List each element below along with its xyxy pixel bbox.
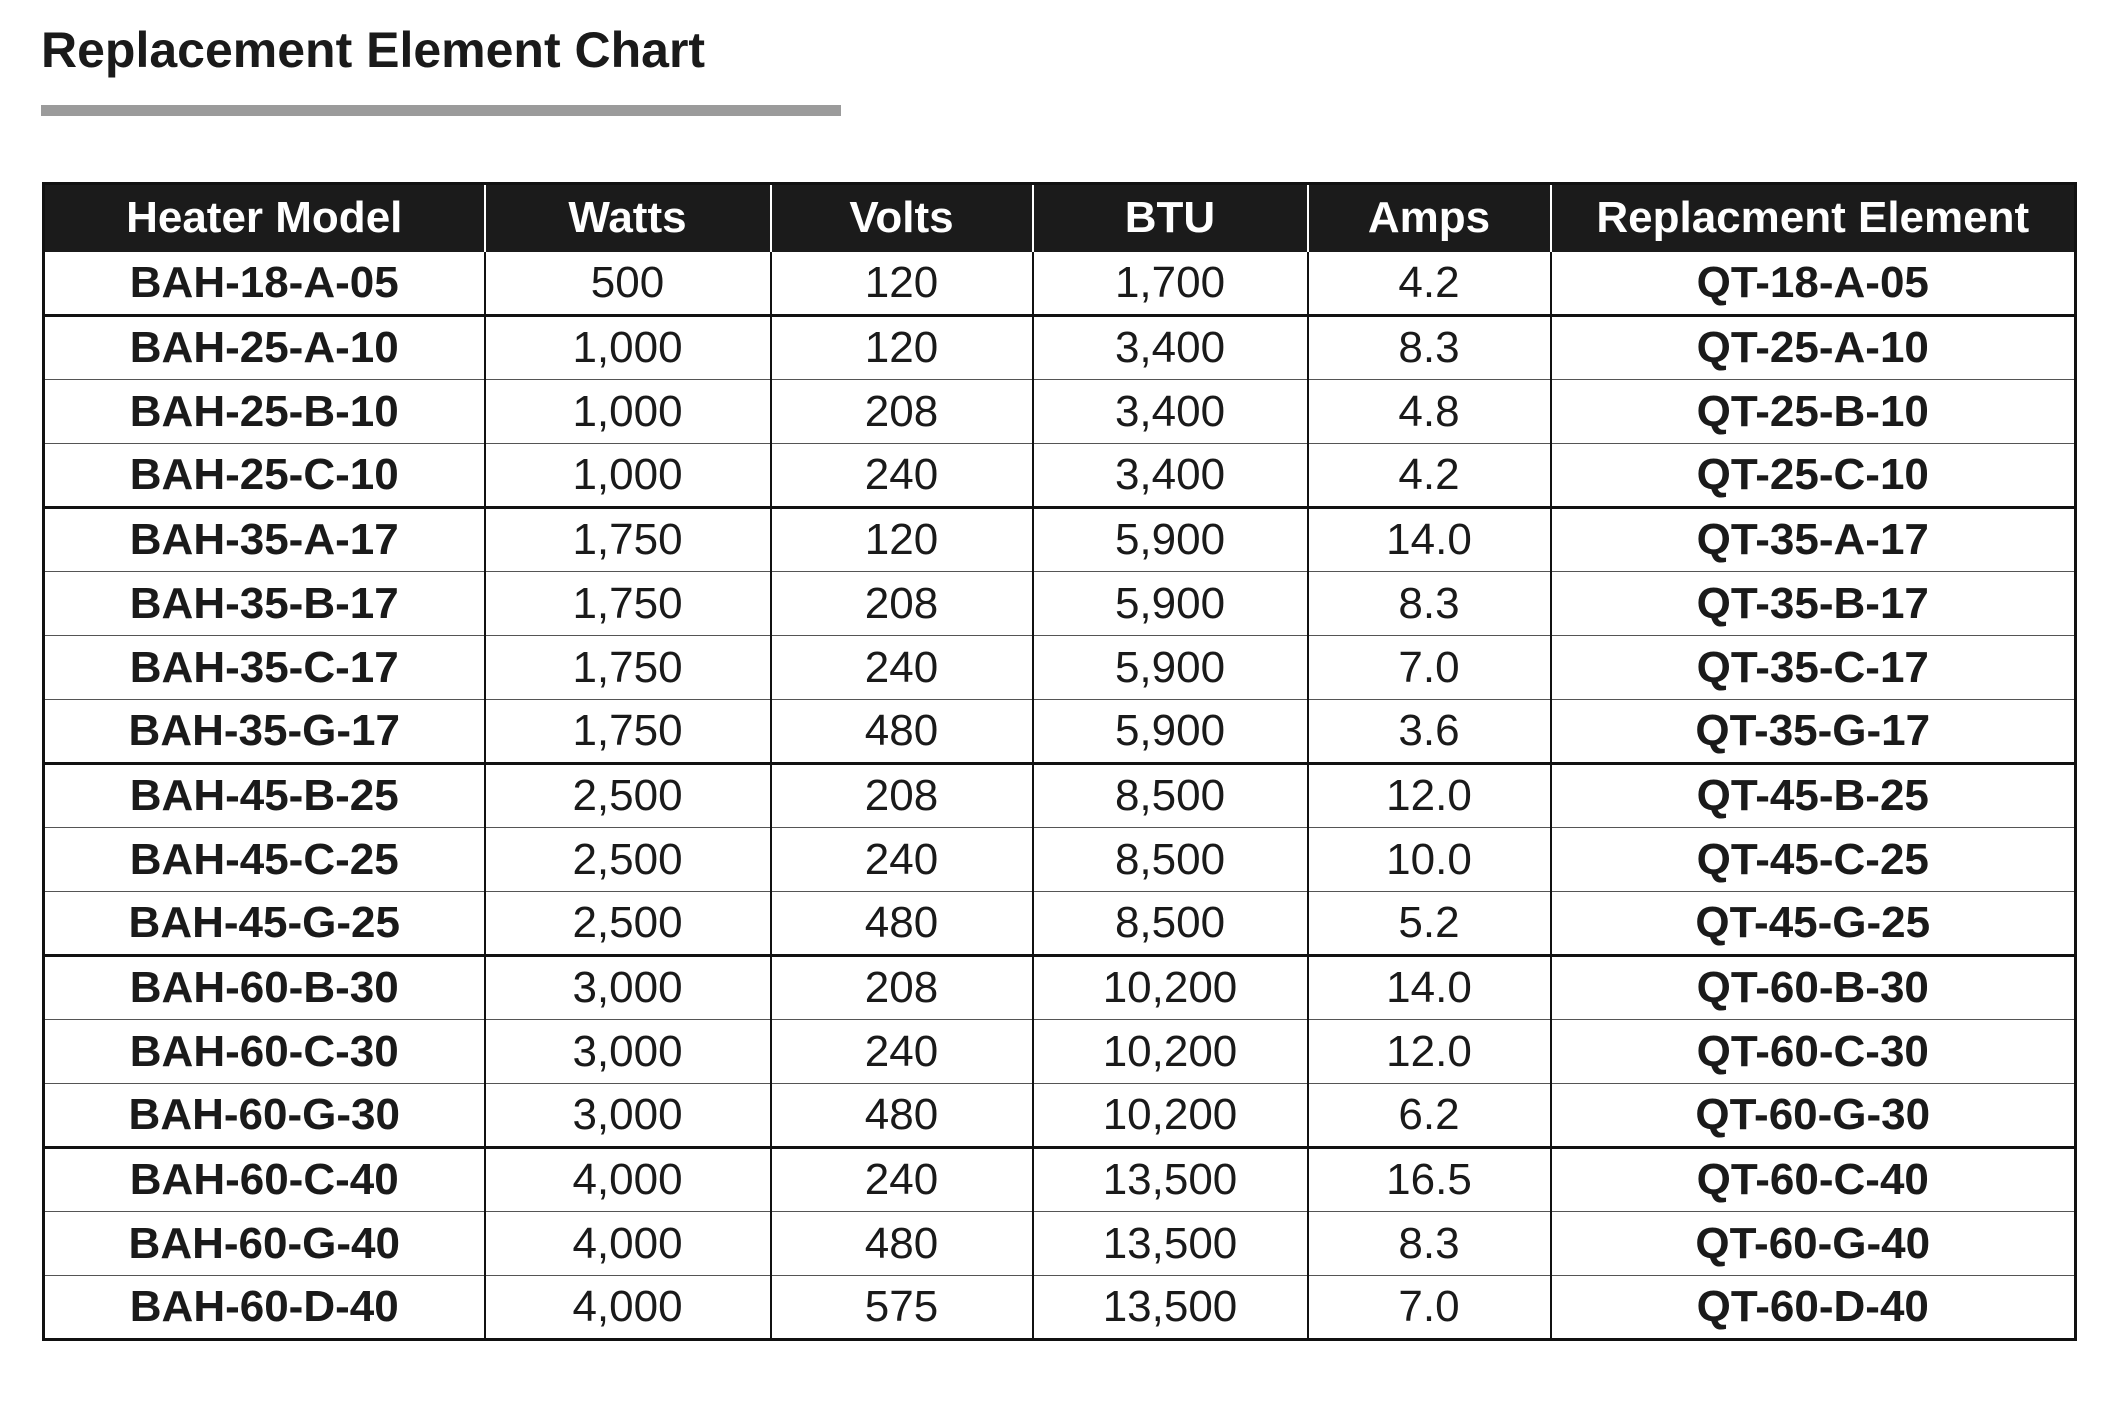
cell-volts: 480 bbox=[771, 700, 1033, 764]
cell-replacement-element: QT-35-C-17 bbox=[1551, 636, 2076, 700]
cell-amps: 14.0 bbox=[1308, 956, 1551, 1020]
cell-replacement-element: QT-45-G-25 bbox=[1551, 892, 2076, 956]
cell-btu: 3,400 bbox=[1033, 380, 1308, 444]
cell-watts: 4,000 bbox=[485, 1276, 771, 1340]
header-btu: BTU bbox=[1033, 184, 1308, 252]
cell-amps: 14.0 bbox=[1308, 508, 1551, 572]
cell-amps: 4.2 bbox=[1308, 252, 1551, 316]
cell-replacement-element: QT-45-B-25 bbox=[1551, 764, 2076, 828]
cell-volts: 208 bbox=[771, 380, 1033, 444]
cell-heater-model: BAH-60-G-40 bbox=[44, 1212, 485, 1276]
cell-replacement-element: QT-35-A-17 bbox=[1551, 508, 2076, 572]
cell-amps: 3.6 bbox=[1308, 700, 1551, 764]
replacement-element-table bbox=[42, 182, 2077, 1341]
table-row bbox=[44, 700, 2076, 764]
cell-watts: 4,000 bbox=[485, 1148, 771, 1212]
cell-heater-model: BAH-60-C-40 bbox=[44, 1148, 485, 1212]
cell-btu: 10,200 bbox=[1033, 1084, 1308, 1148]
cell-btu: 8,500 bbox=[1033, 828, 1308, 892]
cell-volts: 480 bbox=[771, 892, 1033, 956]
title-underline bbox=[41, 105, 841, 116]
cell-heater-model: BAH-45-G-25 bbox=[44, 892, 485, 956]
cell-amps: 10.0 bbox=[1308, 828, 1551, 892]
cell-amps: 8.3 bbox=[1308, 572, 1551, 636]
table-row bbox=[44, 1276, 2076, 1340]
header-replacement-element: Replacment Element bbox=[1551, 184, 2076, 252]
header-heater-model: Heater Model bbox=[126, 193, 403, 243]
header-watts: Watts bbox=[485, 184, 771, 252]
cell-btu: 8,500 bbox=[1033, 764, 1308, 828]
table-row bbox=[44, 252, 2076, 316]
cell-replacement-element: QT-18-A-05 bbox=[1551, 252, 2076, 316]
table-row bbox=[44, 316, 2076, 380]
cell-btu: 13,500 bbox=[1033, 1276, 1308, 1340]
cell-heater-model: BAH-25-C-10 bbox=[44, 444, 485, 508]
cell-btu: 5,900 bbox=[1033, 572, 1308, 636]
cell-replacement-element: QT-25-C-10 bbox=[1551, 444, 2076, 508]
cell-volts: 575 bbox=[771, 1276, 1033, 1340]
cell-replacement-element: QT-60-C-30 bbox=[1551, 1020, 2076, 1084]
cell-replacement-element: QT-25-B-10 bbox=[1551, 380, 2076, 444]
cell-watts: 1,750 bbox=[485, 700, 771, 764]
cell-volts: 208 bbox=[771, 764, 1033, 828]
cell-replacement-element: QT-60-B-30 bbox=[1551, 956, 2076, 1020]
cell-amps: 12.0 bbox=[1308, 764, 1551, 828]
table-row bbox=[44, 1020, 2076, 1084]
cell-volts: 480 bbox=[771, 1084, 1033, 1148]
table-row bbox=[44, 444, 2076, 508]
cell-heater-model: BAH-35-G-17 bbox=[44, 700, 485, 764]
cell-watts: 4,000 bbox=[485, 1212, 771, 1276]
table-row bbox=[44, 764, 2076, 828]
table-row bbox=[44, 572, 2076, 636]
cell-volts: 240 bbox=[771, 1020, 1033, 1084]
cell-amps: 16.5 bbox=[1308, 1148, 1551, 1212]
cell-watts: 1,750 bbox=[485, 636, 771, 700]
cell-watts: 500 bbox=[485, 252, 771, 316]
cell-amps: 7.0 bbox=[1308, 1276, 1551, 1340]
cell-volts: 240 bbox=[771, 636, 1033, 700]
cell-amps: 8.3 bbox=[1308, 316, 1551, 380]
cell-btu: 3,400 bbox=[1033, 444, 1308, 508]
page-title: Replacement Element Chart bbox=[41, 22, 706, 78]
cell-heater-model: BAH-35-C-17 bbox=[44, 636, 485, 700]
cell-watts: 2,500 bbox=[485, 764, 771, 828]
cell-heater-model: BAH-60-G-30 bbox=[44, 1084, 485, 1148]
cell-heater-model: BAH-45-C-25 bbox=[44, 828, 485, 892]
cell-heater-model: BAH-25-B-10 bbox=[44, 380, 485, 444]
table-row bbox=[44, 1212, 2076, 1276]
cell-watts: 1,000 bbox=[485, 316, 771, 380]
cell-volts: 208 bbox=[771, 956, 1033, 1020]
cell-replacement-element: QT-60-G-30 bbox=[1551, 1084, 2076, 1148]
cell-amps: 8.3 bbox=[1308, 1212, 1551, 1276]
cell-amps: 4.2 bbox=[1308, 444, 1551, 508]
cell-heater-model: BAH-45-B-25 bbox=[44, 764, 485, 828]
table-row bbox=[44, 1148, 2076, 1212]
cell-watts: 2,500 bbox=[485, 892, 771, 956]
cell-heater-model: BAH-35-B-17 bbox=[44, 572, 485, 636]
cell-heater-model: BAH-60-C-30 bbox=[44, 1020, 485, 1084]
cell-btu: 10,200 bbox=[1033, 956, 1308, 1020]
cell-volts: 480 bbox=[771, 1212, 1033, 1276]
cell-amps: 7.0 bbox=[1308, 636, 1551, 700]
cell-heater-model: BAH-60-B-30 bbox=[44, 956, 485, 1020]
cell-replacement-element: QT-25-A-10 bbox=[1551, 316, 2076, 380]
cell-watts: 3,000 bbox=[485, 956, 771, 1020]
cell-btu: 1,700 bbox=[1033, 252, 1308, 316]
cell-volts: 120 bbox=[771, 508, 1033, 572]
table-row bbox=[44, 956, 2076, 1020]
table-row bbox=[44, 1084, 2076, 1148]
cell-btu: 5,900 bbox=[1033, 508, 1308, 572]
cell-watts: 1,000 bbox=[485, 444, 771, 508]
cell-watts: 1,750 bbox=[485, 508, 771, 572]
cell-heater-model: BAH-60-D-40 bbox=[44, 1276, 485, 1340]
cell-volts: 120 bbox=[771, 252, 1033, 316]
table-header bbox=[44, 184, 2076, 252]
table-row bbox=[44, 828, 2076, 892]
table-row bbox=[44, 380, 2076, 444]
cell-watts: 3,000 bbox=[485, 1084, 771, 1148]
header-amps: Amps bbox=[1308, 184, 1551, 252]
cell-volts: 208 bbox=[771, 572, 1033, 636]
cell-btu: 10,200 bbox=[1033, 1020, 1308, 1084]
cell-replacement-element: QT-35-G-17 bbox=[1551, 700, 2076, 764]
cell-heater-model: BAH-35-A-17 bbox=[44, 508, 485, 572]
table-body bbox=[44, 252, 2076, 1340]
cell-amps: 5.2 bbox=[1308, 892, 1551, 956]
cell-amps: 4.8 bbox=[1308, 380, 1551, 444]
cell-replacement-element: QT-60-G-40 bbox=[1551, 1212, 2076, 1276]
cell-btu: 13,500 bbox=[1033, 1212, 1308, 1276]
cell-btu: 5,900 bbox=[1033, 700, 1308, 764]
cell-volts: 240 bbox=[771, 1148, 1033, 1212]
table-row bbox=[44, 892, 2076, 956]
cell-btu: 13,500 bbox=[1033, 1148, 1308, 1212]
cell-replacement-element: QT-60-D-40 bbox=[1551, 1276, 2076, 1340]
cell-heater-model: BAH-25-A-10 bbox=[44, 316, 485, 380]
header-row bbox=[44, 184, 2076, 252]
cell-amps: 6.2 bbox=[1308, 1084, 1551, 1148]
cell-btu: 3,400 bbox=[1033, 316, 1308, 380]
cell-btu: 5,900 bbox=[1033, 636, 1308, 700]
table-row bbox=[44, 636, 2076, 700]
cell-watts: 3,000 bbox=[485, 1020, 771, 1084]
table-row bbox=[44, 508, 2076, 572]
cell-volts: 240 bbox=[771, 828, 1033, 892]
cell-volts: 240 bbox=[771, 444, 1033, 508]
cell-amps: 12.0 bbox=[1308, 1020, 1551, 1084]
cell-replacement-element: QT-60-C-40 bbox=[1551, 1148, 2076, 1212]
cell-heater-model: BAH-18-A-05 bbox=[129, 257, 399, 307]
cell-replacement-element: QT-35-B-17 bbox=[1551, 572, 2076, 636]
cell-replacement-element: QT-45-C-25 bbox=[1551, 828, 2076, 892]
cell-btu: 8,500 bbox=[1033, 892, 1308, 956]
cell-watts: 1,000 bbox=[485, 380, 771, 444]
cell-watts: 1,750 bbox=[485, 572, 771, 636]
cell-volts: 120 bbox=[771, 316, 1033, 380]
cell-watts: 2,500 bbox=[485, 828, 771, 892]
header-volts: Volts bbox=[771, 184, 1033, 252]
